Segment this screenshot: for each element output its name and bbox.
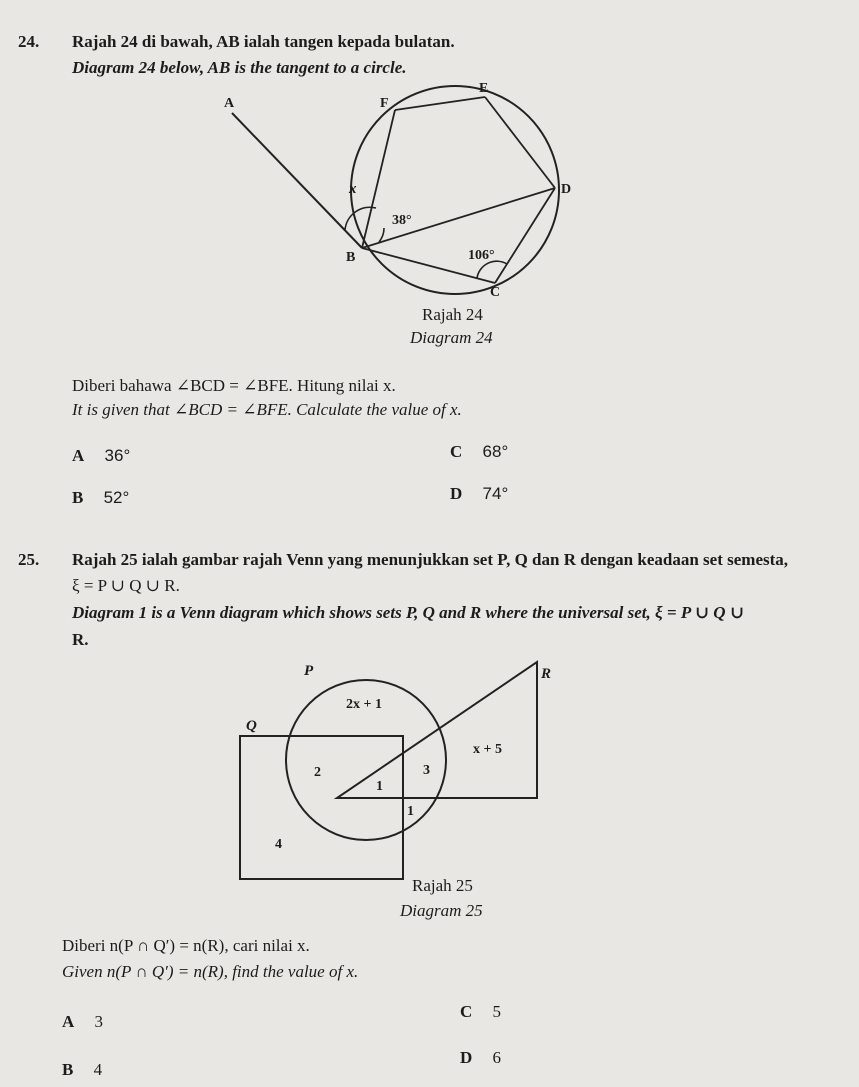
q24-given-ms: Diberi bahawa ∠BCD = ∠BFE. Hitung nilai x. [72, 376, 396, 395]
q25-option-a[interactable] [62, 1012, 103, 1032]
q24-stem-ms: Rajah 24 di bawah, AB ialah tangen kepada bulatan. [72, 32, 455, 51]
q25-option-b[interactable] [62, 1060, 102, 1080]
q25-option-d-letter: D [460, 1048, 473, 1067]
q24-label-f: F [380, 96, 389, 111]
q25-region-p-only: 2x + 1 [346, 697, 382, 712]
q24-label-x: x [349, 181, 357, 197]
q25-option-d[interactable] [460, 1048, 501, 1068]
q24-tangent-ab [232, 113, 362, 248]
q24-chord-ed [485, 97, 555, 188]
q25-stem-ms-1: Rajah 25 ialah gambar rajah Venn yang menunjukkan set P, Q dan R dengan keadaan set semesta, [72, 550, 789, 569]
q24-option-d[interactable] [450, 484, 508, 504]
q25-option-b-value: 4 [93, 1060, 103, 1079]
q25-set-q [240, 736, 403, 879]
q24-stem-en: Diagram 24 below, AB is the tangent to a circle. [72, 58, 407, 77]
q25-option-c-letter: C [460, 1002, 473, 1021]
q24-label-b: B [346, 250, 356, 265]
q24-option-a-value: 36° [104, 446, 131, 465]
q24-label-d: D [561, 182, 572, 197]
q24-chord-fb [362, 110, 395, 248]
q24-circle [351, 86, 559, 294]
q24-number: 24. [18, 32, 40, 51]
q24-label-c: C [490, 285, 501, 300]
q25-region-qr: 1 [407, 804, 414, 819]
q25-caption-en: Diagram 25 [400, 901, 483, 920]
q24-chord-db [362, 188, 555, 248]
q24-option-a[interactable] [72, 446, 130, 466]
q24-option-a-letter: A [72, 446, 85, 465]
q24-given-en: It is given that ∠BCD = ∠BFE. Calculate the value of x. [72, 400, 462, 419]
q25-caption-ms: Rajah 25 [412, 876, 473, 895]
q25-given-ms: Diberi n(P ∩ Q′) = n(R), cari nilai x. [62, 936, 310, 955]
q25-region-q-only: 4 [275, 837, 282, 852]
q25-diagram [0, 650, 859, 890]
q24-angle-106: 106° [468, 248, 495, 263]
q24-caption-ms: Rajah 24 [422, 305, 483, 324]
q24-option-d-letter: D [450, 484, 463, 503]
q25-option-d-value: 6 [492, 1048, 502, 1067]
q24-option-b-letter: B [72, 488, 84, 507]
q25-region-pr: 3 [423, 763, 430, 778]
q25-option-a-value: 3 [94, 1012, 104, 1031]
q24-option-d-value: 74° [482, 484, 509, 503]
q24-label-e: E [479, 81, 489, 96]
q25-option-c-value: 5 [492, 1002, 502, 1021]
q24-option-c-value: 68° [482, 442, 509, 461]
q25-region-pqr: 1 [376, 779, 383, 794]
q24-option-b-value: 52° [103, 488, 130, 507]
q25-option-a-letter: A [62, 1012, 75, 1031]
q25-label-r: R [541, 666, 552, 682]
q25-label-p: P [304, 663, 314, 679]
q25-region-r-only: x + 5 [473, 742, 502, 757]
q24-option-c[interactable] [450, 442, 508, 462]
q25-option-b-letter: B [62, 1060, 74, 1079]
q24-caption-en: Diagram 24 [410, 328, 493, 347]
q24-chord-fe [395, 97, 485, 110]
q24-angle-38: 38° [392, 213, 412, 228]
q24-angle-38-arc [379, 228, 384, 242]
q25-stem-en-2: R. [72, 630, 89, 649]
q24-option-b[interactable] [72, 488, 129, 508]
q25-region-pq: 2 [314, 765, 321, 780]
q24-label-a: A [224, 96, 235, 111]
q25-stem-ms-2: ξ = P ∪ Q ∪ R. [72, 576, 180, 595]
q24-chord-cd [495, 188, 555, 283]
q24-option-c-letter: C [450, 442, 463, 461]
q25-number: 25. [18, 550, 40, 569]
q25-set-r [337, 662, 537, 798]
q25-label-q: Q [246, 718, 257, 734]
q25-stem-en-1: Diagram 1 is a Venn diagram which shows sets P, Q and R where the universal set, ξ = P ∪ Q ∪ [72, 603, 745, 622]
q25-given-en: Given n(P ∩ Q′) = n(R), find the value of x. [62, 962, 359, 981]
q25-option-c[interactable] [460, 1002, 501, 1022]
